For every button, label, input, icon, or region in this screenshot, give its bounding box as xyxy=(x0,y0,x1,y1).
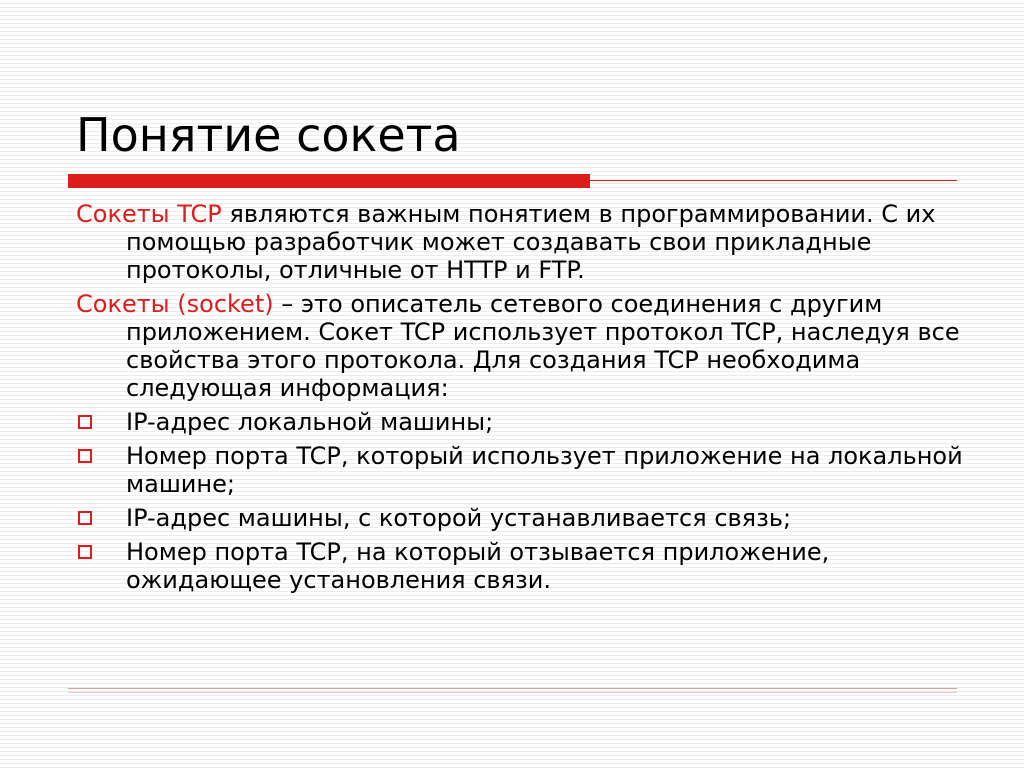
title-underline xyxy=(68,174,957,188)
list-item xyxy=(76,408,976,436)
paragraph-highlight: Сокеты (socket) xyxy=(76,290,274,318)
hollow-square-icon xyxy=(78,415,92,429)
footer-divider xyxy=(68,688,957,689)
title-underline-thin xyxy=(590,180,957,181)
hollow-square-icon xyxy=(78,545,92,559)
hollow-square-icon xyxy=(78,449,92,463)
list-item-text: Номер порта TCP, на который отзывается приложение, ожидающее установления связи. xyxy=(126,538,830,594)
footer-divider-secondary xyxy=(68,692,957,693)
paragraph-text: являются важным понятием в программировании. С их помощью разработчик может создавать свои прикладные протоколы, отличные от HTTP и FTP. xyxy=(126,200,936,284)
paragraph-highlight: Сокеты TCP xyxy=(76,200,222,228)
list-item xyxy=(76,538,976,594)
list-item-text: Номер порта TCP, который использует приложение на локальной машине; xyxy=(126,442,963,498)
slide-title: Понятие сокета xyxy=(76,108,461,162)
list-item-text: IP-адрес локальной машины; xyxy=(126,408,494,436)
slide-body xyxy=(76,200,976,600)
paragraph-tcp-sockets xyxy=(76,200,976,284)
list-item xyxy=(76,504,976,532)
title-underline-thick xyxy=(68,174,590,188)
paragraph-socket-definition xyxy=(76,290,976,402)
list-item xyxy=(76,442,976,498)
hollow-square-icon xyxy=(78,511,92,525)
paragraph-text: – это описатель сетевого соединения с другим приложением. Сокет TCP использует протокол TCP, наследуя все свойства этого протокола. Для создания TCP необходима следующая информация: xyxy=(126,290,960,402)
list-item-text: IP-адрес машины, с которой устанавливается связь; xyxy=(126,504,792,532)
